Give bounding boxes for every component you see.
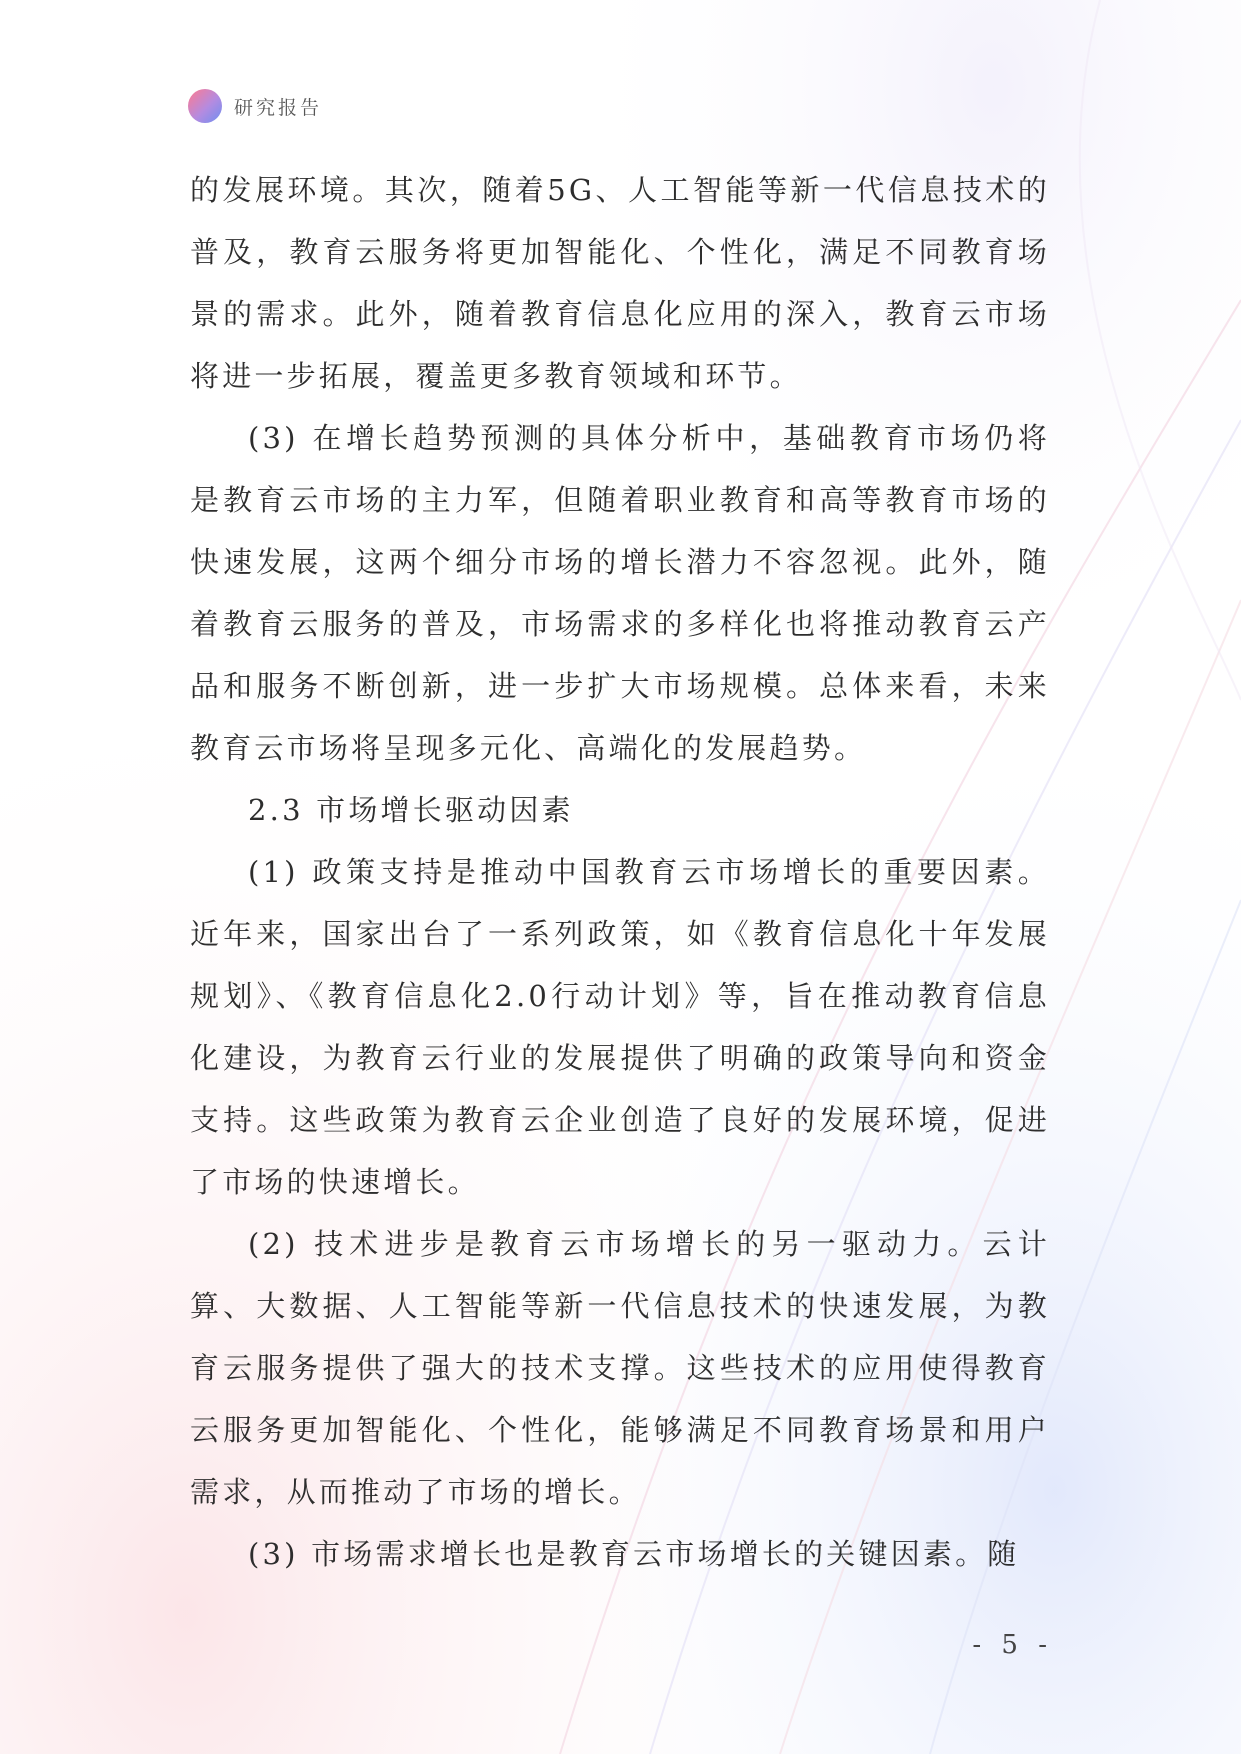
page-number: - 5 - [972,1630,1053,1660]
report-logo-icon [188,89,222,123]
report-header [188,88,322,124]
paragraph-growth-trend: (3) 在增长趋势预测的具体分析中，基础教育市场仍将是教育云市场的主力军，但随着职业教育和高等教育市场的快速发展，这两个细分市场的增长潜力不容忽视。此外，随着教育云服务的普及，市场需求的多样化也将推动教育云产品和服务不断创新，进一步扩大市场规模。总体来看，未来教育云市场将呈现多元化、高端化的发展趋势。 [190,421,1050,765]
paragraph-continuation: 的发展环境。其次，随着5G、人工智能等新一代信息技术的普及，教育云服务将更加智能化、个性化，满足不同教育场景的需求。此外，随着教育信息化应用的深入，教育云市场将进一步拓展，覆盖更多教育领域和环节。 [190,173,1050,393]
header-title: 研究报告 [234,96,323,119]
paragraph-technology-progress: (2) 技术进步是教育云市场增长的另一驱动力。云计算、大数据、人工智能等新一代信息技术的快速发展，为教育云服务提供了强大的技术支撑。这些技术的应用使得教育云服务更加智能化、个性化，能够满足不同教育场景和用户需求，从而推动了市场的增长。 [190,1227,1050,1509]
paragraph-policy-support: (1) 政策支持是推动中国教育云市场增长的重要因素。近年来，国家出台了一系列政策，如《教育信息化十年发展规划》、《教育信息化2.0行动计划》等，旨在推动教育信息化建设，为教育云行业的发展提供了明确的政策导向和资金支持。这些政策为教育云企业创造了良好的发展环境，促进了市场的快速增长。 [190,855,1050,1199]
section-heading: 2.3 市场增长驱动因素 [248,793,574,827]
paragraph-market-demand: (3) 市场需求增长也是教育云市场增长的关键因素。随 [248,1537,1020,1571]
document-body [190,159,1050,1585]
